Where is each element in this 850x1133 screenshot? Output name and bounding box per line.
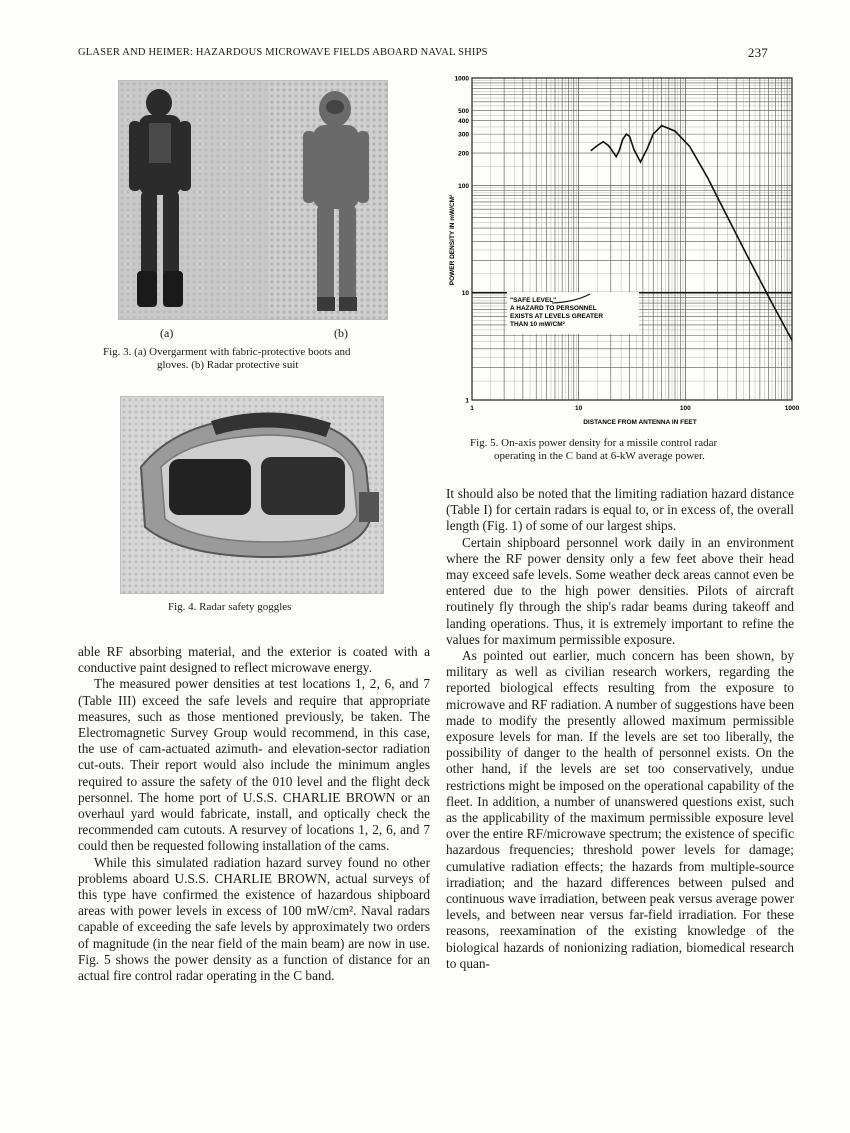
power-density-chart (440, 70, 800, 430)
left-column (78, 644, 430, 984)
x-tick-label: 100 (679, 405, 691, 412)
right-paragraph-2: Certain shipboard personnel work daily in an environment where the RF power density only a few feet above their head may exceed safe levels. Some weather deck areas cannot even be entered due to the high power densities. Pilots of aircraft routinely fly through the ship's radar beams during takeoff and landing operations. Thus, it is extremely important to refine the values for maximum permissible exposure. (446, 534, 794, 647)
x-tick-label: 1000 (784, 405, 800, 412)
y-tick-label: 200 (458, 150, 469, 158)
left-paragraph-1: able RF absorbing material, and the exterior is coated with a conductive paint designed to reflect microwave energy. (78, 644, 430, 676)
annotation-line: "SAFE LEVEL" (510, 297, 557, 304)
annotation-line: THAN 10 mW/CM² (510, 321, 565, 328)
y-tick-label: 10 (461, 290, 469, 298)
right-paragraph-3: As pointed out earlier, much concern has been shown, by military as well as civilian research workers, regarding the reported biological effects resulting from the exposure to microwave and RF radiation. A number of suggestions have been made to modify the presently allowed maximum permissible exposure levels for man. If the levels are set too liberally, the possibility of danger to the health of personnel exists. On the other hand, if the levels are set too conservatively, undue restrictions might be imposed on the operational capability of the fleet. In addition, a number of unanswered questions exist, such as the applicability of the maximum permissible exposure level over the entire RF/microwave spectrum; the existence of specific hazardous frequencies; threshold power levels for damage; cumulative radiation effects; the hazards from multiple-source irradiation; and the hazard differences between pulsed and continuous wave irradiation, between peak versus average power levels, and between near versus far-field irradiation. For these reasons, reexamination of the existing knowledge of the biological hazards of nonionizing radiation, biomedical research to quan- (446, 648, 794, 971)
fig5-chart (440, 70, 800, 430)
y-tick-label: 100 (458, 182, 469, 190)
annotation-line: EXISTS AT LEVELS GREATER (510, 313, 604, 320)
right-column (446, 486, 794, 972)
x-axis-label: DISTANCE FROM ANTENNA IN FEET (583, 419, 697, 426)
y-tick-label: 500 (458, 107, 469, 115)
x-tick-label: 1 (470, 405, 474, 412)
running-title: GLASER AND HEIMER: HAZARDOUS MICROWAVE FIELDS ABOARD NAVAL SHIPS (78, 47, 488, 58)
running-header (78, 45, 768, 63)
fig3-label-b: (b) (334, 326, 348, 340)
fig5-caption-line1: Fig. 5. On-axis power density for a missile control radar (470, 437, 718, 449)
right-paragraph-1: It should also be noted that the limiting radiation hazard distance (Table I) for certain radars is equal to, or in excess of, the overall length (Fig. 1) of some of our largest ships. (446, 486, 794, 534)
y-tick-label: 1000 (454, 75, 469, 83)
page-number: 237 (747, 45, 768, 60)
fig3-caption-line1: Fig. 3. (a) Overgarment with fabric-protective boots and (103, 346, 351, 358)
y-tick-label: 300 (458, 131, 469, 139)
fig5-caption (470, 437, 790, 463)
fig4-photo (120, 396, 384, 594)
fig4-caption: Fig. 4. Radar safety goggles (168, 601, 292, 613)
fig3-caption-line2: gloves. (b) Radar protective suit (157, 359, 299, 371)
y-tick-label: 1 (465, 397, 469, 405)
annotation-line: A HAZARD TO PERSONNEL (510, 305, 597, 312)
left-paragraph-2: The measured power densities at test locations 1, 2, 6, and 7 (Table III) exceed the safe levels and require that appropriate measures, such as those mentioned previously, be taken. The Electromagnetic Survey Group would recommend, in this case, the use of cam-actuated azimuth- and elevation-sector radiation cut-outs. Their report would also include the minimum angles required to assure the safety of the 010 level and the flight deck personnel. The home port of U.S.S. CHARLIE BROWN or an overhaul yard would fabricate, install, and optically check the recommended cam cutouts. A resurvey of locations 1, 2, 6, and 7 could then be requested following installation of the cams. (78, 676, 430, 854)
fig3-caption (103, 346, 423, 372)
y-tick-label: 400 (458, 118, 469, 126)
fig3-photo (118, 80, 388, 320)
fig3-label-a: (a) (160, 326, 174, 340)
x-tick-label: 10 (575, 405, 583, 412)
y-axis-label: POWER DENSITY IN mW/CM² (449, 194, 456, 286)
left-paragraph-3: While this simulated radiation hazard survey found no other problems aboard U.S.S. CHARLIE BROWN, actual surveys of this type have confirmed the existence of hazardous shipboard areas with power levels in excess of 100 mW/cm². Naval radars capable of exceeding the safe levels by approximately two orders of magnitude (in the near field of the main beam) are now in use. Fig. 5 shows the power density as a function of distance for an actual fire control radar operating in the C band. (78, 854, 430, 984)
fig5-caption-line2: operating in the C band at 6-kW average power. (494, 450, 705, 462)
